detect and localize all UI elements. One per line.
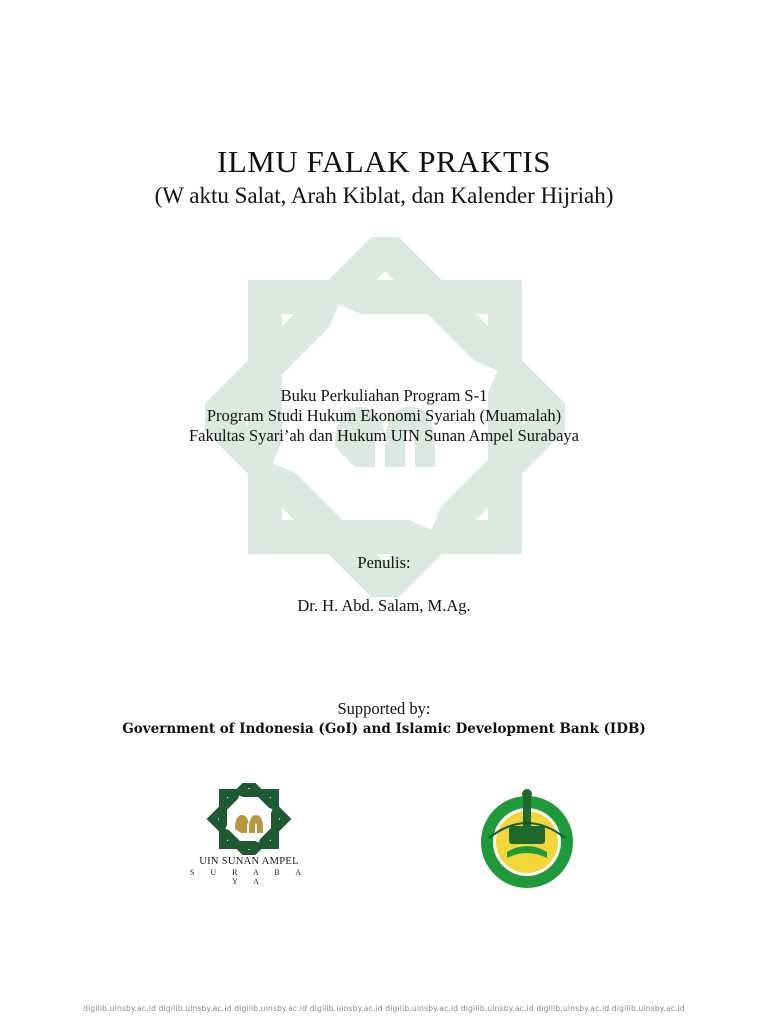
course-line: Fakultas Syari’ah dan Hukum UIN Sunan Ampel Surabaya	[189, 426, 579, 445]
course-line: Program Studi Hukum Ekonomi Syariah (Muamalah)	[206, 406, 562, 425]
page-title: ILMU FALAK PRAKTIS	[217, 144, 551, 179]
support-label: Supported by:	[337, 699, 431, 718]
uin-logo-name: UIN SUNAN AMPEL	[199, 856, 299, 867]
course-line: Buku Perkuliahan Program S-1	[280, 386, 488, 405]
uin-logo-city: S U R A B A Y A	[189, 868, 309, 886]
digilib-footer: digilib.uinsby.ac.id digilib.uinsby.ac.id digilib.uinsby.ac.id digilib.uinsby.ac.id digilib.uinsby.ac.id digilib.uinsby.ac.id digilib.uinsby.ac.id digilib.uinsby.ac.id	[83, 1004, 685, 1013]
islamic-development-bank-logo	[469, 786, 585, 890]
support-organizations: Government of Indonesia (GoI) and Islamic Development Bank (IDB)	[122, 721, 646, 737]
page-subtitle: (W aktu Salat, Arah Kiblat, dan Kalender Hijriah)	[154, 183, 614, 208]
idb-seal-icon	[469, 786, 585, 890]
uin-star-logo-icon	[201, 783, 297, 855]
author-name: Dr. H. Abd. Salam, M.Ag.	[297, 596, 471, 615]
uin-sunan-ampel-logo	[189, 783, 309, 886]
course-info	[0, 386, 768, 446]
author-label: Penulis:	[357, 553, 411, 572]
